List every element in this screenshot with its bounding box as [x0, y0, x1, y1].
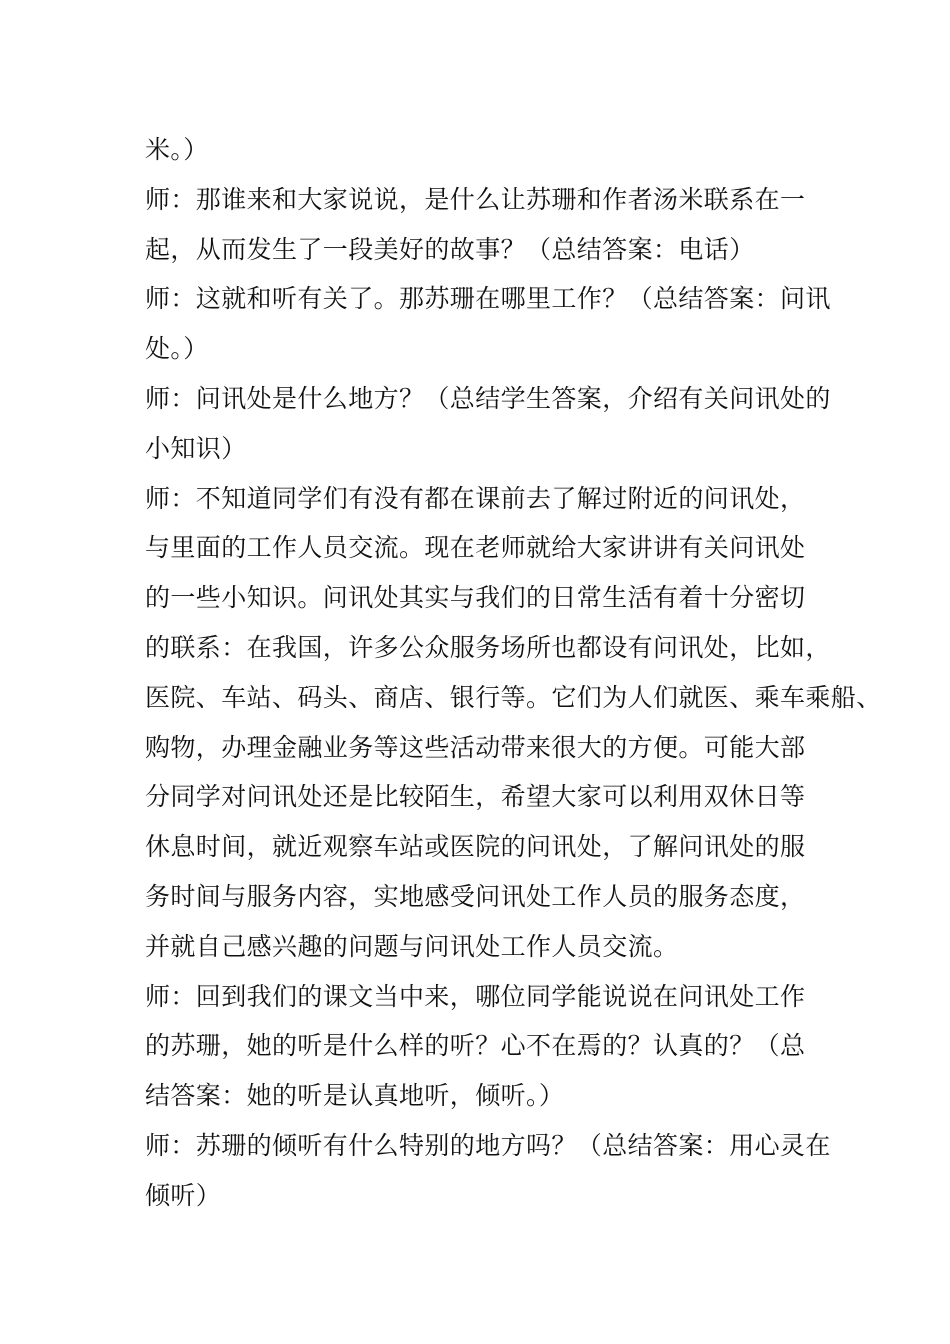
text-line: 务时间与服务内容，实地感受问讯处工作人员的服务态度， [145, 881, 806, 911]
text-line: 师：问讯处是什么地方？（总结学生答案，介绍有关问讯处的 [145, 383, 831, 413]
text-line: 师：苏珊的倾听有什么特别的地方吗？（总结答案：用心灵在 [145, 1130, 831, 1160]
text-line: 处。） [145, 334, 209, 364]
text-line: 师：回到我们的课文当中来，哪位同学能说说在问讯处工作 [145, 981, 806, 1011]
text-line: 师：不知道同学们有没有都在课前去了解过附近的问讯处， [145, 483, 806, 513]
text-line: 结答案：她的听是认真地听，倾听。） [145, 1081, 565, 1111]
text-line: 的联系：在我国，许多公众服务场所也都设有问讯处，比如， [145, 632, 831, 662]
text-line: 休息时间，就近观察车站或医院的问讯处，了解问讯处的服 [145, 832, 806, 862]
text-line: 师：那谁来和大家说说，是什么让苏珊和作者汤米联系在一 [145, 184, 806, 214]
text-line: 并就自己感兴趣的问题与问讯处工作人员交流。 [145, 931, 679, 961]
text-line: 倾听） [145, 1180, 222, 1210]
text-line: 起，从而发生了一段美好的故事？（总结答案：电话） [145, 234, 755, 264]
text-line: 师：这就和听有关了。那苏珊在哪里工作？（总结答案：问讯 [145, 284, 831, 314]
text-line: 医院、车站、码头、商店、银行等。它们为人们就医、乘车乘船、 [145, 682, 882, 712]
text-line: 与里面的工作人员交流。现在老师就给大家讲讲有关问讯处 [145, 533, 806, 563]
text-line: 购物，办理金融业务等这些活动带来很大的方便。可能大部 [145, 732, 806, 762]
lesson-transcript [145, 125, 882, 1221]
text-line: 米。） [145, 135, 209, 164]
text-line: 的苏珊，她的听是什么样的听？心不在焉的？认真的？（总 [145, 1031, 806, 1061]
text-line: 小知识） [145, 433, 247, 463]
text-line: 的一些小知识。问讯处其实与我们的日常生活有着十分密切 [145, 583, 806, 613]
text-line: 分同学对问讯处还是比较陌生，希望大家可以利用双休日等 [145, 782, 806, 812]
